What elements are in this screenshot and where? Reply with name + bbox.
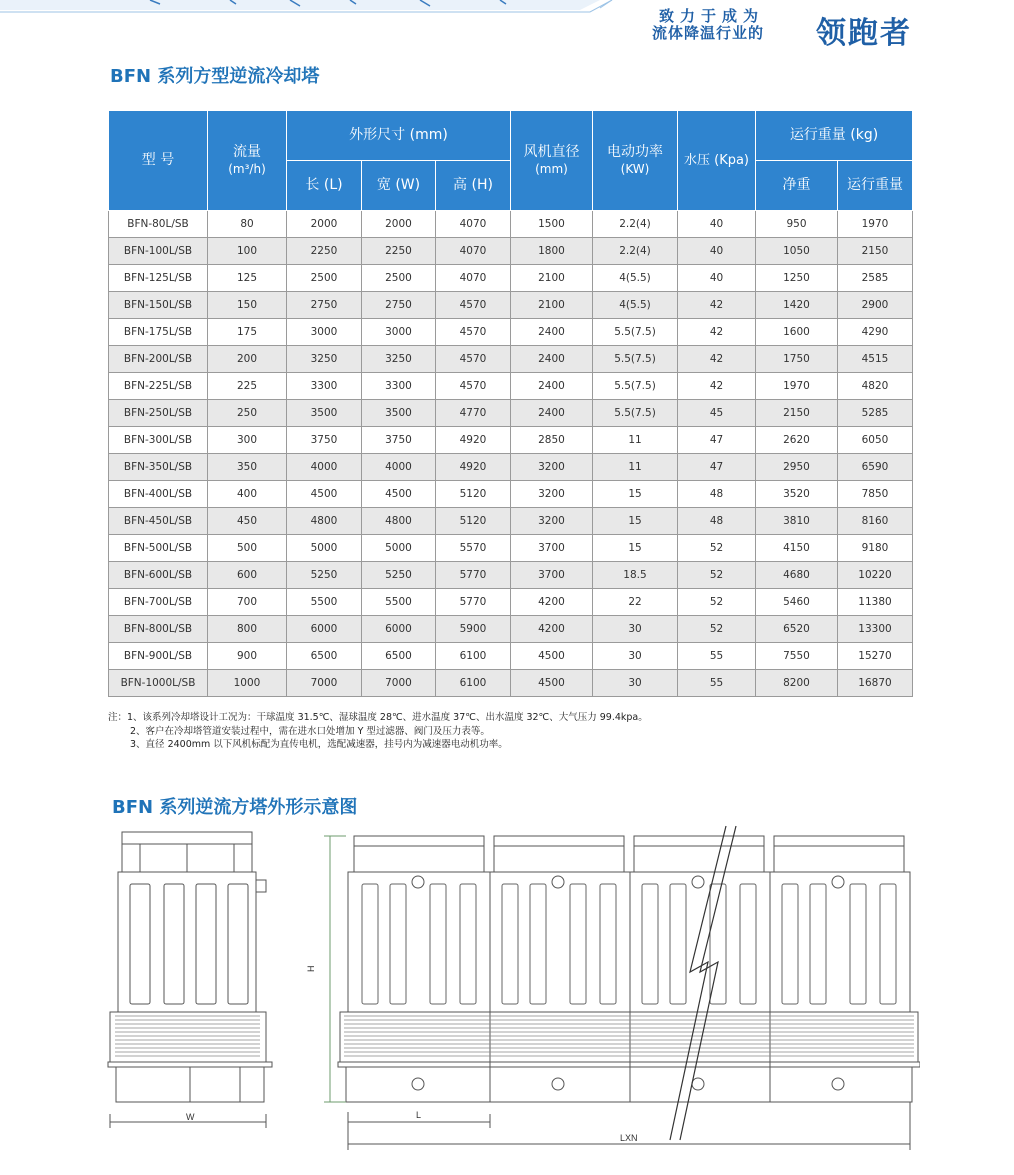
table-cell: 1420 <box>756 292 838 319</box>
header-fan-unit: (mm) <box>535 161 568 176</box>
table-section-title: BFN 系列方型逆流冷却塔 <box>110 66 320 87</box>
table-cell: 3300 <box>287 373 362 400</box>
table-cell: 5000 <box>362 535 436 562</box>
table-cell: 30 <box>593 643 678 670</box>
table-cell: 5120 <box>436 508 511 535</box>
table-cell: 2400 <box>511 400 593 427</box>
table-cell: 3200 <box>511 454 593 481</box>
table-cell: 6100 <box>436 643 511 670</box>
header-model: 型 号 <box>109 111 208 211</box>
table-cell: 5770 <box>436 589 511 616</box>
table-cell: 6050 <box>838 427 913 454</box>
table-cell: 6590 <box>838 454 913 481</box>
table-cell: BFN-700L/SB <box>109 589 208 616</box>
note-2: 2、客户在冷却塔管道安装过程中，需在进水口处增加 Y 型过滤器、阀门及压力表等。 <box>130 725 490 737</box>
table-cell: 16870 <box>838 670 913 697</box>
table-cell: 3750 <box>362 427 436 454</box>
table-cell: 4800 <box>362 508 436 535</box>
table-cell: 350 <box>208 454 287 481</box>
table-cell: 7000 <box>362 670 436 697</box>
slogan-big: 领跑者 <box>816 16 912 51</box>
table-cell: 5570 <box>436 535 511 562</box>
table-cell: 5.5(7.5) <box>593 400 678 427</box>
spec-table <box>108 110 913 697</box>
table-cell: 4820 <box>838 373 913 400</box>
table-cell: 5.5(7.5) <box>593 346 678 373</box>
table-row <box>109 508 913 535</box>
table-cell: 4515 <box>838 346 913 373</box>
table-cell: 2150 <box>756 400 838 427</box>
table-cell: 6000 <box>287 616 362 643</box>
table-cell: 2850 <box>511 427 593 454</box>
table-cell: 2.2(4) <box>593 238 678 265</box>
table-cell: 3810 <box>756 508 838 535</box>
table-cell: 11380 <box>838 589 913 616</box>
table-cell: BFN-150L/SB <box>109 292 208 319</box>
header-length: 长 (L) <box>287 161 362 211</box>
table-cell: BFN-600L/SB <box>109 562 208 589</box>
note-3: 3、直径 2400mm 以下风机标配为直传电机，选配减速器，挂号内为减速器电动机功率。 <box>130 739 508 750</box>
table-cell: 4770 <box>436 400 511 427</box>
table-cell: 800 <box>208 616 287 643</box>
table-cell: 22 <box>593 589 678 616</box>
table-cell: 2100 <box>511 292 593 319</box>
table-cell: 6100 <box>436 670 511 697</box>
table-cell: 55 <box>678 670 756 697</box>
table-cell: 45 <box>678 400 756 427</box>
table-cell: 200 <box>208 346 287 373</box>
table-cell: 42 <box>678 319 756 346</box>
table-row <box>109 346 913 373</box>
table-cell: 15 <box>593 481 678 508</box>
table-cell: 2900 <box>838 292 913 319</box>
table-cell: 4500 <box>511 670 593 697</box>
table-cell: BFN-100L/SB <box>109 238 208 265</box>
table-cell: 900 <box>208 643 287 670</box>
table-cell: 47 <box>678 454 756 481</box>
table-cell: 4500 <box>362 481 436 508</box>
table-cell: BFN-900L/SB <box>109 643 208 670</box>
table-cell: 2000 <box>362 211 436 238</box>
header-power <box>593 111 678 211</box>
table-cell: 5120 <box>436 481 511 508</box>
table-row <box>109 562 913 589</box>
table-cell: 2750 <box>362 292 436 319</box>
table-cell: 40 <box>678 265 756 292</box>
table-cell: 1000 <box>208 670 287 697</box>
table-cell: 150 <box>208 292 287 319</box>
table-cell: BFN-250L/SB <box>109 400 208 427</box>
table-cell: BFN-1000L/SB <box>109 670 208 697</box>
table-cell: 1600 <box>756 319 838 346</box>
table-cell: 2250 <box>287 238 362 265</box>
table-cell: 5250 <box>362 562 436 589</box>
table-cell: 450 <box>208 508 287 535</box>
table-cell: BFN-80L/SB <box>109 211 208 238</box>
table-cell: 4200 <box>511 589 593 616</box>
table-cell: 600 <box>208 562 287 589</box>
table-cell: BFN-500L/SB <box>109 535 208 562</box>
table-cell: 42 <box>678 346 756 373</box>
table-cell: 2250 <box>362 238 436 265</box>
notes <box>108 711 648 752</box>
table-cell: 80 <box>208 211 287 238</box>
table-cell: 4570 <box>436 373 511 400</box>
diagram-section-title: BFN 系列逆流方塔外形示意图 <box>112 797 358 818</box>
table-cell: 3000 <box>287 319 362 346</box>
table-cell: BFN-175L/SB <box>109 319 208 346</box>
table-cell: 1970 <box>756 373 838 400</box>
table-cell: 3250 <box>362 346 436 373</box>
table-cell: 2500 <box>287 265 362 292</box>
header-fan <box>511 111 593 211</box>
table-cell: 4570 <box>436 292 511 319</box>
table-row <box>109 643 913 670</box>
table-cell: 3300 <box>362 373 436 400</box>
table-cell: 7550 <box>756 643 838 670</box>
header-dims: 外形尺寸 (mm) <box>287 111 511 161</box>
header-pressure: 水压 (Kpa) <box>678 111 756 211</box>
table-cell: 3750 <box>287 427 362 454</box>
header-fan-label: 风机直径 <box>523 143 580 160</box>
table-row <box>109 427 913 454</box>
table-cell: 42 <box>678 292 756 319</box>
header-width: 宽 (W) <box>362 161 436 211</box>
table-cell: 4570 <box>436 319 511 346</box>
table-cell: 30 <box>593 670 678 697</box>
table-cell: 1970 <box>838 211 913 238</box>
table-cell: 5285 <box>838 400 913 427</box>
table-cell: 5770 <box>436 562 511 589</box>
table-cell: 400 <box>208 481 287 508</box>
table-cell: 5.5(7.5) <box>593 319 678 346</box>
table-row <box>109 400 913 427</box>
table-cell: 125 <box>208 265 287 292</box>
table-cell: BFN-125L/SB <box>109 265 208 292</box>
table-cell: 5500 <box>362 589 436 616</box>
table-cell: 4150 <box>756 535 838 562</box>
table-cell: 52 <box>678 589 756 616</box>
table-row <box>109 481 913 508</box>
table-cell: 4500 <box>511 643 593 670</box>
table-cell: 6500 <box>287 643 362 670</box>
table-cell: 9180 <box>838 535 913 562</box>
label-l: L <box>416 1110 422 1120</box>
table-cell: 30 <box>593 616 678 643</box>
table-cell: 250 <box>208 400 287 427</box>
table-cell: BFN-450L/SB <box>109 508 208 535</box>
table-cell: 5250 <box>287 562 362 589</box>
table-cell: 5500 <box>287 589 362 616</box>
table-cell: 4070 <box>436 238 511 265</box>
table-cell: 6000 <box>362 616 436 643</box>
table-cell: 55 <box>678 643 756 670</box>
header-power-label: 电动功率 <box>607 143 663 160</box>
side-view-drawing <box>108 832 272 1102</box>
table-cell: 10220 <box>838 562 913 589</box>
label-w: W <box>186 1112 195 1122</box>
table-cell: 2950 <box>756 454 838 481</box>
table-cell: 2.2(4) <box>593 211 678 238</box>
header-power-unit: (KW) <box>620 161 650 176</box>
table-cell: 300 <box>208 427 287 454</box>
table-cell: 6500 <box>362 643 436 670</box>
table-cell: 4070 <box>436 211 511 238</box>
header-height: 高 (H) <box>436 161 511 211</box>
table-cell: BFN-400L/SB <box>109 481 208 508</box>
table-cell: 4000 <box>287 454 362 481</box>
table-row <box>109 616 913 643</box>
table-cell: 4070 <box>436 265 511 292</box>
table-cell: 3500 <box>362 400 436 427</box>
slogan-line1: 致力于成为 <box>658 7 764 25</box>
table-cell: 15 <box>593 535 678 562</box>
table-cell: 13300 <box>838 616 913 643</box>
table-row <box>109 670 913 697</box>
table-cell: 8200 <box>756 670 838 697</box>
table-cell: 3250 <box>287 346 362 373</box>
table-cell: 11 <box>593 454 678 481</box>
table-cell: 5900 <box>436 616 511 643</box>
table-cell: 7850 <box>838 481 913 508</box>
table-cell: 18.5 <box>593 562 678 589</box>
table-cell: 2500 <box>362 265 436 292</box>
header-flow-unit: (m³/h) <box>228 161 266 176</box>
table-row <box>109 373 913 400</box>
table-cell: 15 <box>593 508 678 535</box>
slogan <box>652 8 764 42</box>
table-cell: 5.5(7.5) <box>593 373 678 400</box>
table-cell: 40 <box>678 238 756 265</box>
table-cell: 47 <box>678 427 756 454</box>
note-1: 注：1、该系列冷却塔设计工况为：干球温度 31.5℃、湿球温度 28℃、进水温度 37℃、出水温度 32℃、大气压力 99.4kpa。 <box>108 712 648 723</box>
front-view-drawing <box>338 836 920 1102</box>
table-cell: 5000 <box>287 535 362 562</box>
label-lxn: LXN <box>620 1133 638 1143</box>
table-cell: 3000 <box>362 319 436 346</box>
table-cell: 4(5.5) <box>593 292 678 319</box>
table-row <box>109 265 913 292</box>
table-cell: 5460 <box>756 589 838 616</box>
table-row <box>109 535 913 562</box>
table-cell: 52 <box>678 616 756 643</box>
header-weight: 运行重量 (kg) <box>756 111 913 161</box>
table-cell: 2000 <box>287 211 362 238</box>
table-cell: 3700 <box>511 535 593 562</box>
table-cell: 500 <box>208 535 287 562</box>
table-cell: 1050 <box>756 238 838 265</box>
table-cell: 52 <box>678 535 756 562</box>
spec-table-body <box>109 211 913 697</box>
header-run: 运行重量 <box>838 161 913 211</box>
table-cell: 4200 <box>511 616 593 643</box>
table-row <box>109 589 913 616</box>
table-cell: 4920 <box>436 427 511 454</box>
table-cell: 4(5.5) <box>593 265 678 292</box>
table-cell: 8160 <box>838 508 913 535</box>
table-cell: 52 <box>678 562 756 589</box>
table-cell: 1500 <box>511 211 593 238</box>
table-cell: 4920 <box>436 454 511 481</box>
table-cell: 15270 <box>838 643 913 670</box>
table-row <box>109 319 913 346</box>
table-cell: 3200 <box>511 508 593 535</box>
table-cell: 2150 <box>838 238 913 265</box>
header-flow-label: 流量 <box>233 143 261 160</box>
table-cell: 4680 <box>756 562 838 589</box>
table-cell: 1800 <box>511 238 593 265</box>
table-cell: 11 <box>593 427 678 454</box>
table-cell: 4570 <box>436 346 511 373</box>
table-cell: BFN-300L/SB <box>109 427 208 454</box>
table-cell: 6520 <box>756 616 838 643</box>
table-cell: 40 <box>678 211 756 238</box>
table-cell: 225 <box>208 373 287 400</box>
table-cell: 950 <box>756 211 838 238</box>
table-cell: 100 <box>208 238 287 265</box>
label-h: H <box>306 965 316 972</box>
table-cell: 2400 <box>511 346 593 373</box>
table-cell: 4000 <box>362 454 436 481</box>
table-cell: 4500 <box>287 481 362 508</box>
table-cell: 3700 <box>511 562 593 589</box>
slogan-line2: 流体降温行业的 <box>651 24 764 42</box>
table-row <box>109 238 913 265</box>
table-cell: 3500 <box>287 400 362 427</box>
table-cell: 48 <box>678 508 756 535</box>
table-cell: 42 <box>678 373 756 400</box>
table-cell: BFN-350L/SB <box>109 454 208 481</box>
table-row <box>109 292 913 319</box>
table-cell: BFN-800L/SB <box>109 616 208 643</box>
table-cell: BFN-225L/SB <box>109 373 208 400</box>
table-cell: BFN-200L/SB <box>109 346 208 373</box>
table-cell: 48 <box>678 481 756 508</box>
table-cell: 2100 <box>511 265 593 292</box>
table-cell: 2400 <box>511 373 593 400</box>
table-cell: 700 <box>208 589 287 616</box>
table-cell: 4800 <box>287 508 362 535</box>
table-row <box>109 454 913 481</box>
table-cell: 3200 <box>511 481 593 508</box>
table-cell: 2620 <box>756 427 838 454</box>
table-cell: 4290 <box>838 319 913 346</box>
table-cell: 1750 <box>756 346 838 373</box>
table-row <box>109 211 913 238</box>
header-flow <box>208 111 287 211</box>
tower-outline-diagram <box>100 822 920 1152</box>
table-cell: 1250 <box>756 265 838 292</box>
table-cell: 2585 <box>838 265 913 292</box>
header-net: 净重 <box>756 161 838 211</box>
table-cell: 7000 <box>287 670 362 697</box>
table-cell: 3520 <box>756 481 838 508</box>
table-cell: 2750 <box>287 292 362 319</box>
table-cell: 2400 <box>511 319 593 346</box>
table-cell: 175 <box>208 319 287 346</box>
